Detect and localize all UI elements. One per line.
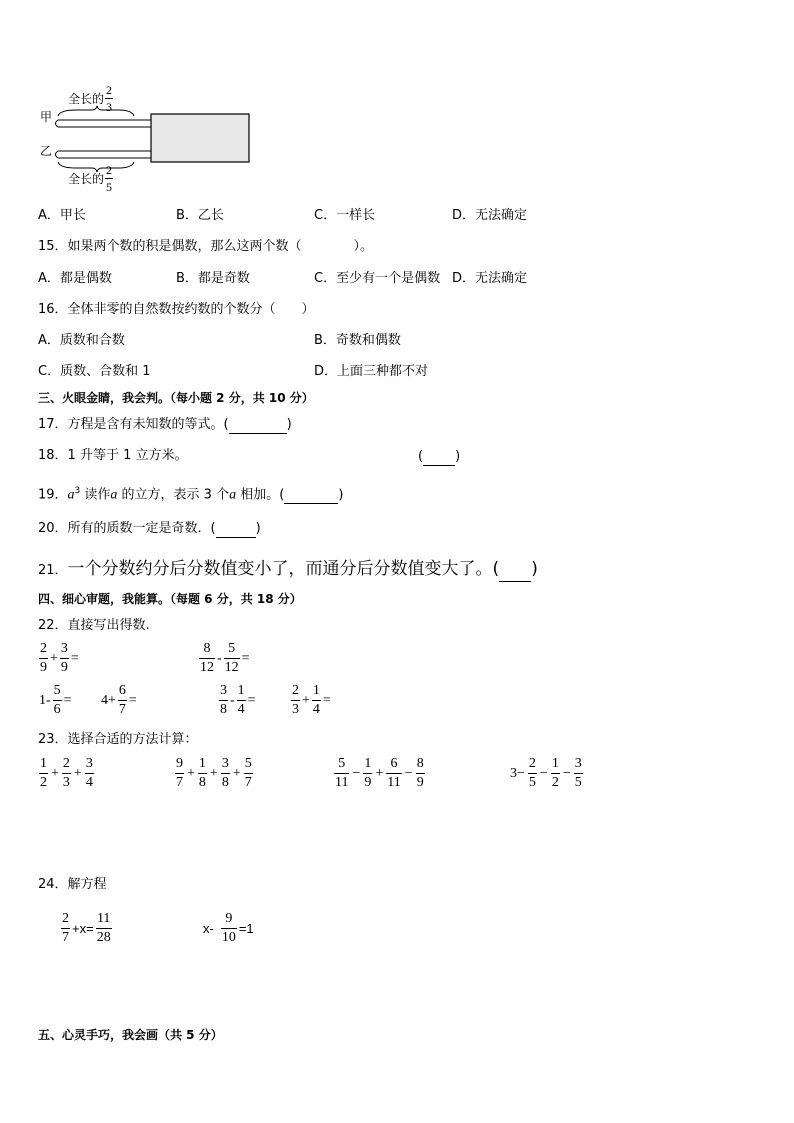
fraction: $\frac{11}{28}$ bbox=[96, 911, 111, 945]
denominator: 3 bbox=[62, 775, 70, 790]
q23-title: 23．选择合适的方法计算： bbox=[38, 732, 198, 747]
q23-expr-4 bbox=[508, 757, 584, 790]
q19-num: 19． bbox=[38, 487, 68, 503]
q19-mid1: 读作 bbox=[80, 487, 111, 503]
q22-expr-4 bbox=[100, 684, 138, 717]
numerator: 3 bbox=[574, 757, 583, 774]
denominator: 7 bbox=[176, 775, 183, 790]
q18-open: ( bbox=[418, 449, 424, 464]
answer-blank[interactable] bbox=[216, 519, 256, 538]
q15-option-c: C．至少有一个是偶数 bbox=[314, 271, 441, 286]
fraction bbox=[62, 757, 71, 790]
q21 bbox=[38, 558, 538, 582]
fraction: $\frac{1}{4}$ bbox=[312, 683, 320, 717]
fraction bbox=[334, 757, 349, 790]
fraction: $\frac{2}{3}$ bbox=[106, 83, 113, 114]
numerator: 2 bbox=[528, 757, 537, 774]
q24-title: 24．解方程 bbox=[38, 877, 107, 892]
numerator: 2 bbox=[62, 757, 71, 774]
q15-option-d: D．无法确定 bbox=[452, 271, 528, 286]
q19-mid3: 相加。( bbox=[236, 487, 285, 503]
fraction: $\frac{6}{7}$ bbox=[118, 683, 126, 717]
operator: + bbox=[232, 765, 241, 781]
q19-var3: a bbox=[229, 487, 237, 503]
q15-option-a: A．都是偶数 bbox=[38, 271, 112, 286]
q22-expr-6 bbox=[290, 684, 332, 717]
fraction bbox=[198, 757, 207, 790]
fraction bbox=[244, 757, 253, 790]
q22-expr-2 bbox=[198, 642, 251, 675]
answer-blank[interactable] bbox=[229, 415, 287, 434]
operator: + bbox=[50, 650, 58, 666]
top-brace-text: 全长的 bbox=[68, 92, 105, 106]
numerator: 1 bbox=[363, 757, 372, 774]
fraction bbox=[85, 757, 94, 790]
q17 bbox=[38, 415, 292, 434]
prefix: 4+ bbox=[101, 692, 116, 708]
operator: − bbox=[352, 765, 361, 781]
q14-option-b: B．乙长 bbox=[176, 208, 224, 223]
q24-equation-1 bbox=[60, 912, 113, 945]
q21-text: 一个分数约分后分数值变小了，而通分后分数值变大了。( bbox=[67, 559, 500, 579]
fraction: $\frac{9}{10}$ bbox=[221, 911, 236, 945]
operator: + bbox=[73, 765, 82, 781]
fraction bbox=[528, 757, 537, 790]
q22-expr-3 bbox=[38, 684, 73, 717]
operator: - bbox=[230, 692, 235, 708]
q19-var2: a bbox=[110, 487, 118, 503]
denominator: 2 bbox=[40, 775, 47, 790]
q20-close: ) bbox=[255, 521, 261, 536]
fraction: $\frac{5}{12}$ bbox=[224, 641, 239, 675]
answer-blank[interactable] bbox=[284, 485, 338, 504]
fraction: $\frac{2}{3}$ bbox=[292, 683, 299, 717]
top-brace-label bbox=[68, 84, 114, 113]
q23-expr-3 bbox=[333, 757, 426, 790]
answer-blank[interactable] bbox=[423, 447, 455, 466]
q22-title: 22．直接写出得数. bbox=[38, 618, 150, 633]
equals: = bbox=[247, 692, 256, 708]
fraction: $\frac{2}{5}$ bbox=[106, 163, 113, 194]
fraction: $\frac{2}{9}$ bbox=[40, 641, 47, 675]
operator: + bbox=[209, 765, 218, 781]
fraction: $\frac{2}{7}$ bbox=[62, 911, 69, 945]
q20-text: 20．所有的质数一定是奇数．( bbox=[38, 521, 216, 536]
denominator: 9 bbox=[416, 775, 424, 790]
operator: + bbox=[187, 765, 195, 781]
numerator: 3 bbox=[221, 757, 230, 774]
numerator: 1 bbox=[198, 757, 207, 774]
fraction: $\frac{8}{12}$ bbox=[200, 641, 214, 675]
equals: = bbox=[70, 650, 79, 666]
fraction bbox=[386, 757, 401, 790]
bottom-brace-text: 全长的 bbox=[68, 172, 105, 186]
q23-expr-1 bbox=[38, 757, 95, 790]
numerator: 9 bbox=[175, 757, 184, 774]
section-4-heading: 四、细心审题，我能算。（每题 6 分，共 18 分） bbox=[38, 592, 302, 606]
denominator: 7 bbox=[244, 775, 252, 790]
numerator: 1 bbox=[39, 757, 48, 774]
numerator: 3 bbox=[85, 757, 94, 774]
equation-suffix: =1 bbox=[238, 921, 254, 936]
denominator: 9 bbox=[364, 775, 372, 790]
equals: = bbox=[63, 692, 72, 708]
q15-text: 15．如果两个数的积是偶数，那么这两个数（ ）。 bbox=[38, 239, 374, 254]
q19-close: ) bbox=[338, 487, 344, 503]
q24-equation-2 bbox=[202, 912, 255, 945]
numerator: 6 bbox=[386, 757, 401, 774]
operator: - bbox=[217, 650, 222, 666]
operator: 3− bbox=[510, 765, 525, 781]
fraction: $\frac{3}{9}$ bbox=[60, 641, 68, 675]
operator: − bbox=[404, 765, 413, 781]
numerator: 5 bbox=[334, 757, 349, 774]
q19-var: a bbox=[67, 487, 75, 503]
fraction bbox=[175, 757, 184, 790]
q16-text: 16．全体非零的自然数按约数的个数分（ ） bbox=[38, 302, 315, 317]
row-label-jia: 甲 bbox=[40, 110, 53, 124]
fraction bbox=[574, 757, 583, 790]
fraction: $\frac{3}{8}$ bbox=[220, 683, 227, 717]
q20 bbox=[38, 519, 261, 538]
q19-mid2: 的立方，表示 3 个 bbox=[117, 487, 230, 503]
operator: + bbox=[302, 692, 310, 708]
fraction bbox=[551, 757, 560, 790]
q15-option-b: B．都是奇数 bbox=[176, 271, 250, 286]
prefix: 1- bbox=[39, 692, 51, 708]
q21-close: ) bbox=[531, 559, 538, 579]
denominator: 8 bbox=[198, 775, 206, 790]
answer-blank[interactable] bbox=[499, 559, 531, 582]
fraction: $\frac{5}{6}$ bbox=[53, 683, 61, 717]
equals: = bbox=[322, 692, 331, 708]
q23-expr-2 bbox=[174, 757, 254, 790]
denominator: 5 bbox=[574, 775, 582, 790]
q18-answer bbox=[418, 447, 460, 466]
q16-option-b: B．奇数和偶数 bbox=[314, 333, 401, 348]
q14-option-a: A．甲长 bbox=[38, 208, 86, 223]
fraction bbox=[39, 757, 48, 790]
equation-middle: +x= bbox=[72, 921, 94, 936]
denominator: 11 bbox=[387, 775, 401, 790]
operator: − bbox=[562, 765, 571, 781]
operator: − bbox=[539, 765, 548, 781]
q16-option-a: A．质数和合数 bbox=[38, 333, 125, 348]
fraction bbox=[363, 757, 372, 790]
fraction bbox=[416, 757, 425, 790]
q22-expr-1 bbox=[38, 642, 80, 675]
denominator: 11 bbox=[335, 775, 349, 790]
equals: = bbox=[128, 692, 137, 708]
row-label-yi: 乙 bbox=[40, 144, 53, 158]
operator: + bbox=[375, 765, 384, 781]
q18-close: ) bbox=[455, 449, 461, 464]
length-diagram bbox=[36, 84, 256, 194]
equation-prefix: x- bbox=[203, 921, 214, 936]
q22-expr-5 bbox=[218, 684, 257, 717]
q19 bbox=[38, 482, 343, 504]
q21-num: 21． bbox=[38, 563, 68, 578]
q19-sup: 3 bbox=[74, 486, 81, 496]
fraction: $\frac{1}{4}$ bbox=[237, 683, 245, 717]
denominator: 4 bbox=[85, 775, 93, 790]
denominator: 5 bbox=[528, 775, 536, 790]
q16-option-d: D．上面三种都不对 bbox=[314, 364, 429, 379]
q14-option-c: C．一样长 bbox=[314, 208, 376, 223]
operator: + bbox=[51, 765, 59, 781]
equals: = bbox=[241, 650, 250, 666]
q18-text: 18．1 升等于 1 立方米。 bbox=[38, 448, 188, 463]
bottom-brace-label bbox=[68, 164, 114, 193]
numerator: 5 bbox=[244, 757, 253, 774]
q17-text: 17．方程是含有未知数的等式。( bbox=[38, 417, 229, 432]
denominator: 8 bbox=[221, 775, 229, 790]
denominator: 2 bbox=[551, 775, 559, 790]
q17-close: ) bbox=[286, 417, 292, 432]
q16-option-c: C．质数、合数和 1 bbox=[38, 364, 151, 379]
q14-option-d: D．无法确定 bbox=[452, 208, 528, 223]
fraction bbox=[221, 757, 230, 790]
numerator: 1 bbox=[551, 757, 560, 774]
numerator: 8 bbox=[416, 757, 425, 774]
section-5-heading: 五、心灵手巧，我会画（共 5 分） bbox=[38, 1028, 223, 1042]
section-3-heading: 三、火眼金睛，我会判。（每小题 2 分，共 10 分） bbox=[38, 391, 314, 405]
